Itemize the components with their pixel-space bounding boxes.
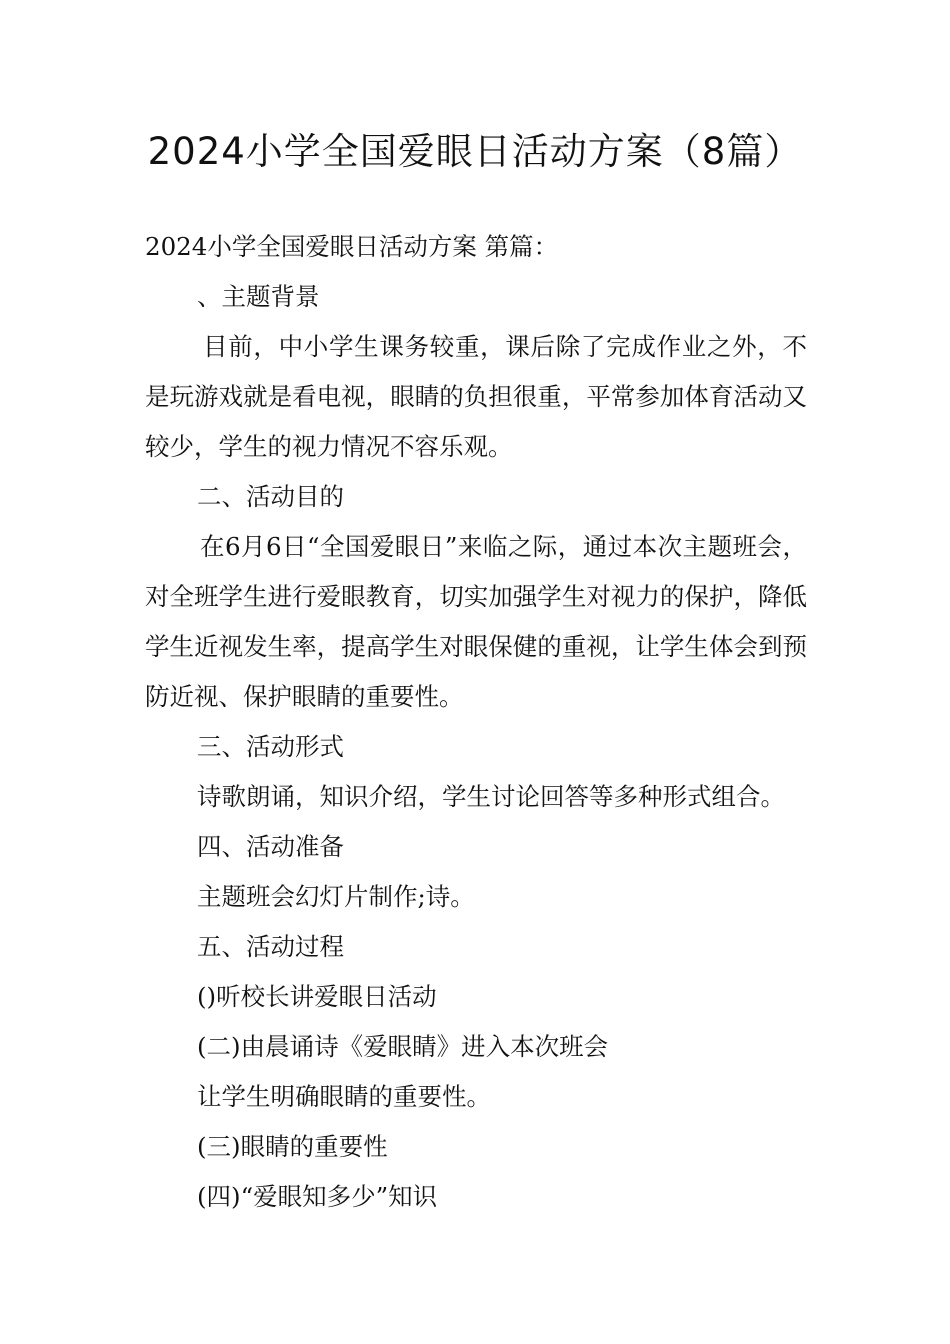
section-heading-purpose: 二、活动目的: [197, 482, 344, 511]
document-body: [145, 222, 807, 1222]
section-text-preparation: 主题班会幻灯片制作;诗。: [197, 882, 475, 911]
section-heading-format: 三、活动形式: [197, 732, 344, 761]
section-heading-background: 、主题背景: [197, 282, 320, 311]
process-item: (四)“爱眼知多少”知识: [197, 1182, 438, 1211]
section-text-format: 诗歌朗诵，知识介绍，学生讨论回答等多种形式组合。: [197, 782, 785, 811]
section-text-purpose: 在6月6日“全国爱眼日”来临之际，通过本次主题班会，对全班学生进行爱眼教育，切实加强学生对视力的保护，降低学生近视发生率，提高学生对眼保健的重视，让学生体会到预防近视、保护眼睛的重要性。: [145, 532, 807, 711]
intro-line: 2024小学全国爱眼日活动方案 第篇：: [145, 232, 559, 261]
section-text-background: 目前，中小学生课务较重，课后除了完成作业之外，不是玩游戏就是看电视，眼睛的负担很重，平常参加体育活动又较少，学生的视力情况不容乐观。: [145, 332, 807, 461]
section-heading-process: 五、活动过程: [197, 932, 344, 961]
document-title: 2024小学全国爱眼日活动方案（8篇）: [147, 130, 803, 173]
section-heading-preparation: 四、活动准备: [197, 832, 344, 861]
process-item: (三)眼睛的重要性: [197, 1132, 388, 1161]
process-item: 让学生明确眼睛的重要性。: [197, 1082, 491, 1111]
process-item: (二)由晨诵诗《爱眼睛》进入本次班会: [197, 1032, 609, 1061]
process-item: ()听校长讲爱眼日活动: [197, 982, 437, 1011]
